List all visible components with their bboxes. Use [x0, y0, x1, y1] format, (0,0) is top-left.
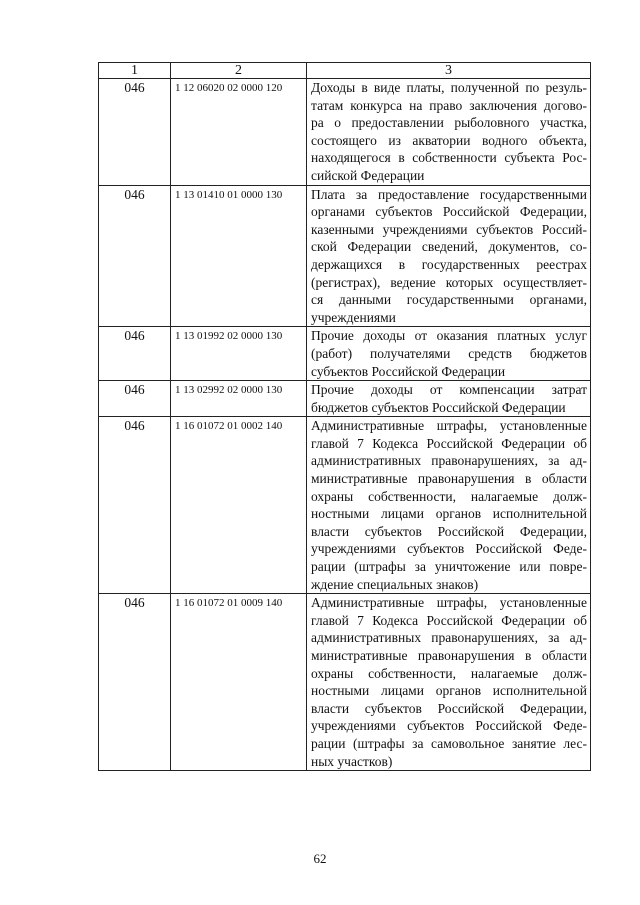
header-row [99, 63, 591, 79]
kbk-code-cell: 1 12 06020 02 0000 120 [171, 79, 307, 186]
description-line: татам конкурса на право заключения догово- [311, 97, 587, 113]
table-body [99, 79, 591, 771]
header-col-1: 1 [99, 63, 171, 79]
description-line: ных участков) [311, 753, 393, 769]
kbk-code-cell: 1 13 02992 02 0000 130 [171, 381, 307, 417]
kbk-code-cell: 1 13 01410 01 0000 130 [171, 185, 307, 327]
page-number: 62 [313, 851, 327, 866]
description-line: главой 7 Кодекса Российской Федерации об [311, 612, 587, 628]
description-line: административных правонарушениях, за ад- [311, 453, 587, 469]
description-line: министративные правонарушения в области [311, 648, 587, 663]
description-line: учреждениями субъектов Российской Феде- [311, 718, 587, 734]
description-cell [307, 79, 591, 186]
description-line: Прочие доходы от оказания платных услуг [311, 328, 587, 344]
header-col-2: 2 [171, 63, 307, 79]
description-line: ра о предоставлении рыболовного участка, [311, 115, 587, 131]
description-line: охраны собственности, налагаемые долж- [311, 488, 587, 504]
description-line: ской Федерации сведений, документов, со- [311, 239, 587, 255]
description-line: охраны собственности, налагаемые долж- [311, 665, 587, 681]
description-cell [307, 594, 591, 771]
description-line: Доходы в виде платы, полученной по резуль- [311, 80, 587, 95]
kbk-code-cell: 1 16 01072 01 0002 140 [171, 417, 307, 594]
description-line: власти субъектов Российской Федерации, [311, 700, 587, 716]
description-line: министративные правонарушения в области [311, 471, 587, 487]
description-line: органами субъектов Российской Федерации, [311, 204, 587, 220]
admin-code-cell: 046 [99, 594, 171, 771]
admin-code-cell: 046 [99, 79, 171, 186]
description-line: административных правонарушениях, за ад- [311, 630, 587, 646]
kbk-code-cell: 1 16 01072 01 0009 140 [171, 594, 307, 771]
revenue-codes-table [98, 62, 591, 771]
description-line: рации (штрафы за уничтожение или повре- [311, 559, 587, 575]
description-line: рации (штрафы за самовольное занятие лес- [311, 735, 587, 751]
header-col-3: 3 [307, 63, 591, 79]
description-line: (регистрах), ведение которых осуществляет- [311, 274, 587, 290]
description-line: власти субъектов Российской Федерации, [311, 523, 587, 539]
description-line: сийской Федерации [311, 167, 425, 183]
table-row [99, 381, 591, 417]
table-row [99, 594, 591, 771]
admin-code-cell: 046 [99, 381, 171, 417]
description-cell [307, 327, 591, 381]
description-line: Административные штрафы, установленные [311, 418, 587, 434]
description-cell [307, 381, 591, 417]
description-line: ностными лицами органов исполнительной [311, 506, 587, 522]
description-line: ждение специальных знаков) [311, 576, 479, 592]
description-line: держащихся в государственных реестрах [311, 256, 587, 272]
description-cell [307, 185, 591, 327]
description-line: казенными учреждениями субъектов Россий- [311, 221, 587, 237]
description-line: субъектов Российской Федерации [311, 363, 506, 379]
description-line: ся данными государственными органами, [311, 292, 587, 308]
admin-code-cell: 046 [99, 417, 171, 594]
admin-code-cell: 046 [99, 185, 171, 327]
table-row [99, 417, 591, 594]
description-line: Прочие доходы от компенсации затрат [311, 382, 587, 398]
table-row [99, 79, 591, 186]
description-cell [307, 417, 591, 594]
description-line: состоящего из акватории водного объекта, [311, 132, 587, 148]
description-line: учреждениями субъектов Российской Феде- [311, 541, 587, 557]
description-line: учреждениями [311, 309, 396, 325]
description-line: Административные штрафы, установленные [311, 595, 587, 611]
description-line: Плата за предоставление государственными [311, 186, 587, 202]
description-line: бюджетов субъектов Российской Федерации [311, 399, 566, 415]
table-row [99, 327, 591, 381]
table-header [99, 63, 591, 79]
description-line: (работ) получателями средств бюджетов [311, 345, 587, 361]
kbk-code-cell: 1 13 01992 02 0000 130 [171, 327, 307, 381]
description-line: ностными лицами органов исполнительной [311, 683, 587, 699]
table-row [99, 185, 591, 327]
admin-code-cell: 046 [99, 327, 171, 381]
description-line: главой 7 Кодекса Российской Федерации об [311, 435, 587, 451]
description-line: находящегося в собственности субъекта Рос- [311, 150, 587, 166]
